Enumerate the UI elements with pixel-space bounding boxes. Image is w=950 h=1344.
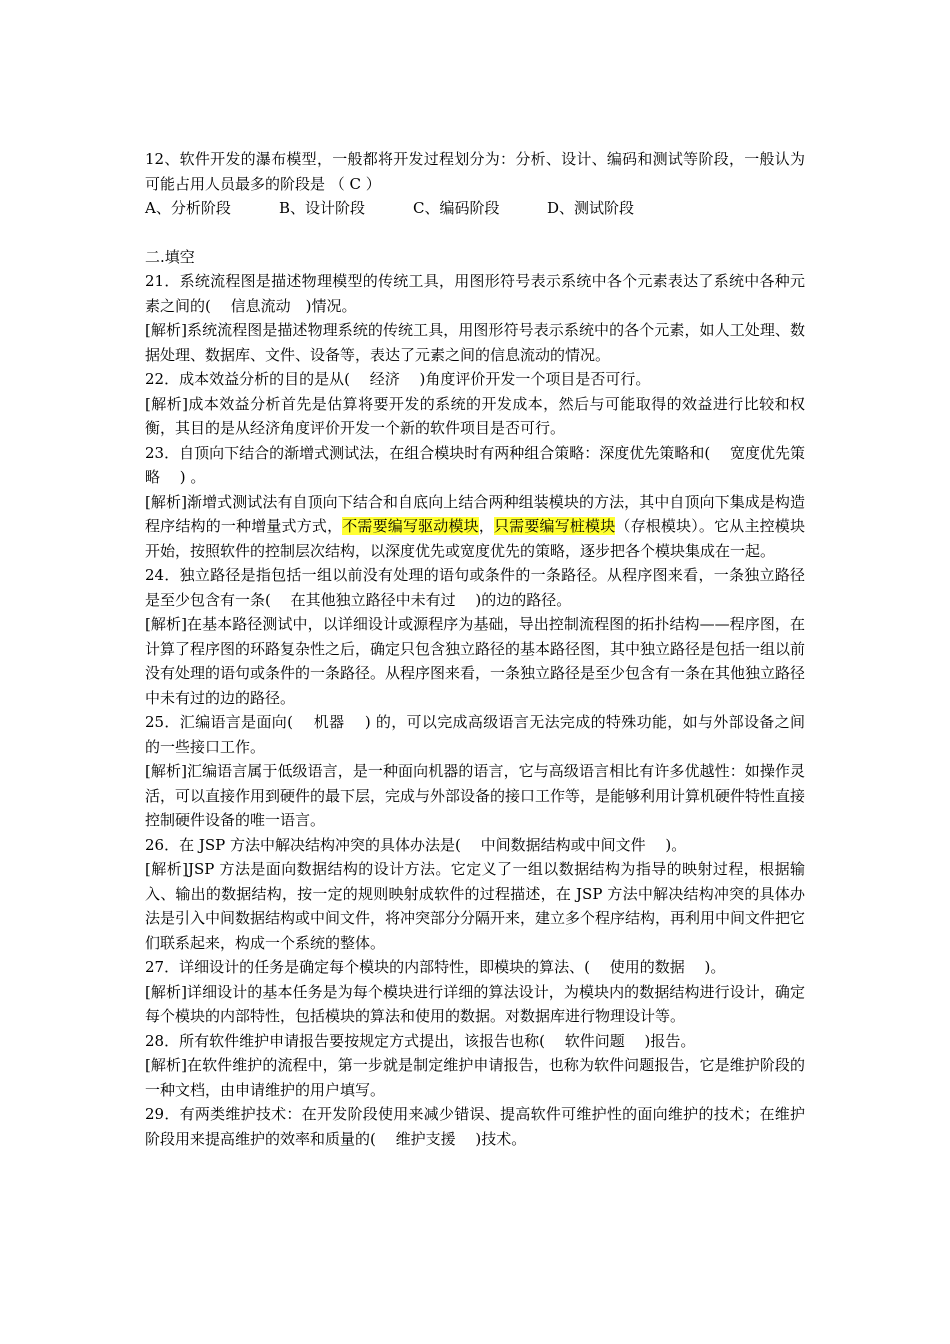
question-22: 22．成本效益分析的目的是从( 经济 )角度评价开发一个项目是否可行。 bbox=[145, 370, 651, 388]
option-d: D、测试阶段 bbox=[547, 199, 635, 217]
analysis-22: [解析]成本效益分析首先是估算将要开发的系统的开发成本，然后与可能取得的效益进行比较和权衡，其目的是从经济角度评价开发一个新的软件项目是否可行。 bbox=[145, 394, 805, 437]
highlight-no-driver-module: 不需要编写驱动模块 bbox=[342, 517, 479, 535]
section-title: 二.填空 bbox=[145, 247, 195, 266]
analysis-27: [解析]详细设计的基本任务是为每个模块进行详细的算法设计，为模块内的数据结构进行设计，确定每个模块的内部特性，包括模块的算法和使用的数据。对数据库进行物理设计等。 bbox=[145, 982, 805, 1025]
analysis-23-text-2: （存根模块）。它从主控模块开始，按照软件的控制层次结构，以深度优先或宽度优先的策略，逐步把各个模块集成在一起。 bbox=[145, 517, 805, 560]
analysis-28: [解析]在软件维护的流程中，第一步就是制定维护申请报告，也称为软件问题报告，它是维护阶段的一种文档，由申请维护的用户填写。 bbox=[145, 1056, 805, 1099]
question-28: 28．所有软件维护申请报告要按规定方式提出，该报告也称( 软件问题 )报告。 bbox=[145, 1031, 696, 1050]
question-23: 23．自顶向下结合的渐增式测试法，在组合模块时有两种组合策略：深度优先策略和( 宽度优先策略 ) 。 bbox=[145, 443, 805, 486]
document-page bbox=[145, 147, 805, 1151]
question-26: 26．在 JSP 方法中解决结构冲突的具体办法是( 中间数据结构或中间文件 )。 bbox=[145, 835, 687, 854]
analysis-24: [解析]在基本路径测试中，以详细设计或源程序为基础，导出控制流程图的拓扑结构——程序图，在计算了程序图的环路复杂性之后，确定只包含独立路径的基本路径图，其中独立路径是包括一组以前没有处理的语句或条件的一条路径。从程序图来看，一条独立路径是至少包含有一条在其他独立路径中未有过的边的路径。 bbox=[145, 615, 806, 707]
question-24: 24．独立路径是指包括一组以前没有处理的语句或条件的一条路径。从程序图来看，一条独立路径是至少包含有一条( 在其他独立路径中未有过 )的边的路径。 bbox=[145, 566, 805, 609]
option-c: C、编码阶段 bbox=[413, 199, 500, 217]
analysis-23 bbox=[145, 490, 805, 564]
option-b: B、设计阶段 bbox=[279, 199, 366, 217]
question-29: 29．有两类维护技术：在开发阶段使用来减少错误、提高软件可维护性的面向维护的技术；在维护阶段用来提高维护的效率和质量的( 维护支援 )技术。 bbox=[145, 1105, 805, 1148]
analysis-21: [解析]系统流程图是描述物理系统的传统工具，用图形符号表示系统中的各个元素，如人工处理、数据处理、数据库、文件、设备等，表达了元素之间的信息流动的情况。 bbox=[145, 321, 805, 364]
analysis-25: [解析]汇编语言属于低级语言，是一种面向机器的语言，它与高级语言相比有许多优越性：如操作灵活，可以直接作用到硬件的最下层，完成与外部设备的接口工作等，是能够利用计算机硬件特性直接控制硬件设备的唯一语言。 bbox=[145, 762, 806, 829]
question-12: 12、软件开发的瀑布模型，一般都将开发过程划分为：分析、设计、编码和测试等阶段，一般认为可能占用人员最多的阶段是 （ C ） bbox=[145, 150, 805, 193]
question-25: 25．汇编语言是面向( 机器 ) 的，可以完成高级语言无法完成的特殊功能，如与外部设备之间的一些接口工作。 bbox=[145, 713, 805, 756]
analysis-26: [解析]JSP 方法是面向数据结构的设计方法。它定义了一组以数据结构为指导的映射过程，根据输入、输出的数据结构，按一定的规则映射成软件的过程描述，在 JSP 方法中解决结构冲突的具体办法是引入中间数据结构或中间文件，将冲突部分分隔开来，建立多个程序结构，再利用中间文件把它们联系起来，构成一个系统的整体。 bbox=[145, 860, 806, 952]
option-a: A、分析阶段 bbox=[145, 199, 231, 217]
analysis-23-text-1: [解析]渐增式测试法有自顶向下结合和自底向上结合两种组装模块的方法，其中自顶向下集成是构造程序结构的一种增量式方式， bbox=[145, 492, 805, 535]
highlight-stub-module: 只需要编写桩模块 bbox=[494, 517, 616, 535]
question-12-options bbox=[145, 196, 805, 221]
question-21: 21．系统流程图是描述物理模型的传统工具，用图形符号表示系统中各个元素表达了系统中各种元素之间的( 信息流动 )情况。 bbox=[145, 272, 805, 315]
analysis-23-separator: ， bbox=[478, 517, 494, 535]
question-27: 27．详细设计的任务是确定每个模块的内部特性，即模块的算法、( 使用的数据 )。 bbox=[145, 958, 726, 976]
